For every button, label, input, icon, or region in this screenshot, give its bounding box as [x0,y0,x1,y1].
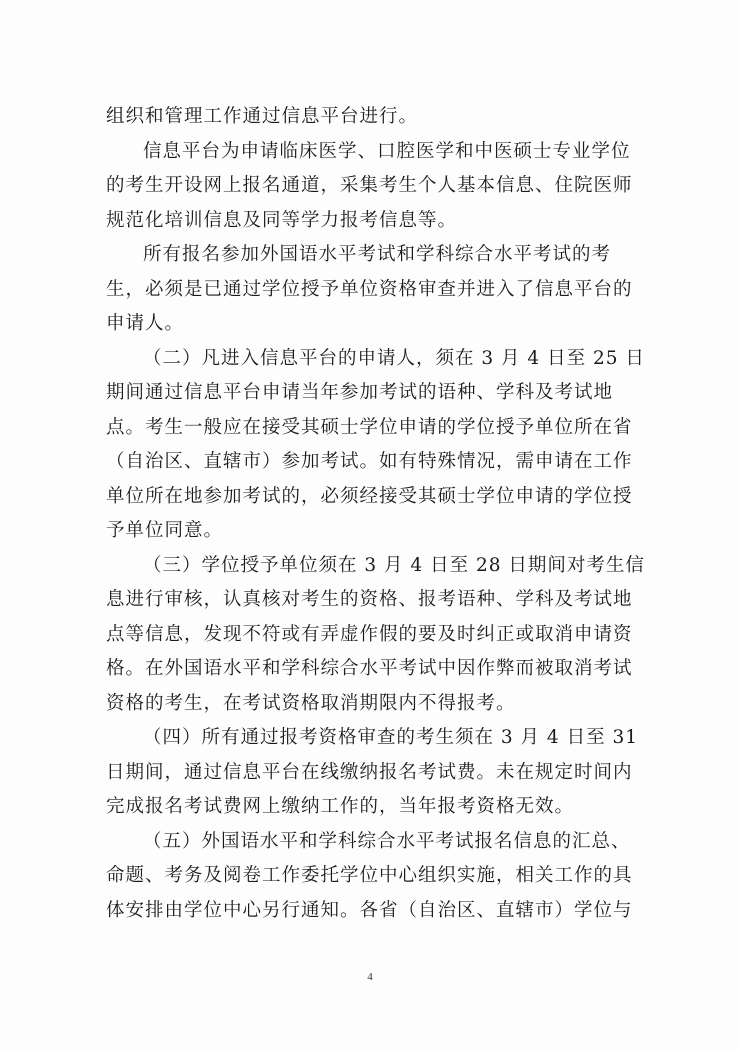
paragraph [106,100,636,135]
text-line: （二）凡进入信息平台的申请人，须在 3 月 4 日至 25 日 [143,347,645,369]
text-line: （五）外国语水平和学科综合水平考试报名信息的汇总、 [143,830,631,852]
text-line: 点。考生一般应在接受其硕士学位申请的学位授予单位所在省 [106,416,633,438]
paragraph [106,825,636,929]
text-line: 期间通过信息平台申请当年参加考试的语种、学科及考试地 [106,382,614,403]
text-line: 体安排由学位中心另行通知。各省（自治区、直辖市）学位与 [106,899,633,921]
text-line: 资格的考生，在考试资格取消期限内不得报考。 [106,692,516,714]
text-line: 息进行审核，认真核对考生的资格、报考语种、学科及考试地 [106,589,633,610]
text-line: 的考生开设网上报名通道，采集考生个人基本信息、住院医师 [106,175,633,196]
text-line: 命题、考务及阅卷工作委托学位中心组织实施，相关工作的具 [106,865,633,886]
paragraph [106,721,636,825]
paragraph [106,342,645,549]
body-text [106,100,645,928]
text-line: 格。在外国语水平和学科综合水平考试中因作弊而被取消考试 [106,658,633,679]
text-line: 完成报名考试费网上缴纳工作的，当年报考资格无效。 [106,796,575,817]
page-number: 4 [367,971,373,983]
text-line: 予单位同意。 [106,520,224,541]
text-line: 生，必须是已通过学位授予单位资格审查并进入了信息平台的 [106,278,633,300]
text-line: 单位所在地参加考试的，必须经接受其硕士学位申请的学位授 [106,485,633,507]
text-line: （自治区、直辖市）参加考试。如有特殊情况，需申请在工作 [106,451,633,472]
text-line: （三）学位授予单位须在 3 月 4 日至 28 日期间对考生信 [143,554,645,576]
text-line: 申请人。 [106,313,185,334]
text-line: 规范化培训信息及同等学力报考信息等。 [106,209,458,231]
text-line: 点等信息，发现不符或有弄虚作假的要及时纠正或取消申请资 [106,623,633,645]
paragraph [106,549,645,722]
text-line: 信息平台为申请临床医学、口腔医学和中医硕士专业学位 [143,140,631,162]
paragraph [106,135,636,239]
text-line: （四）所有通过报考资格审查的考生须在 3 月 4 日至 31 [143,727,638,748]
paragraph [106,238,636,342]
text-line: 日期间，通过信息平台在线缴纳报名考试费。未在规定时间内 [106,761,633,783]
text-line: 组织和管理工作通过信息平台进行。 [106,106,419,127]
text-line: 所有报名参加外国语水平考试和学科综合水平考试的考 [143,244,612,265]
